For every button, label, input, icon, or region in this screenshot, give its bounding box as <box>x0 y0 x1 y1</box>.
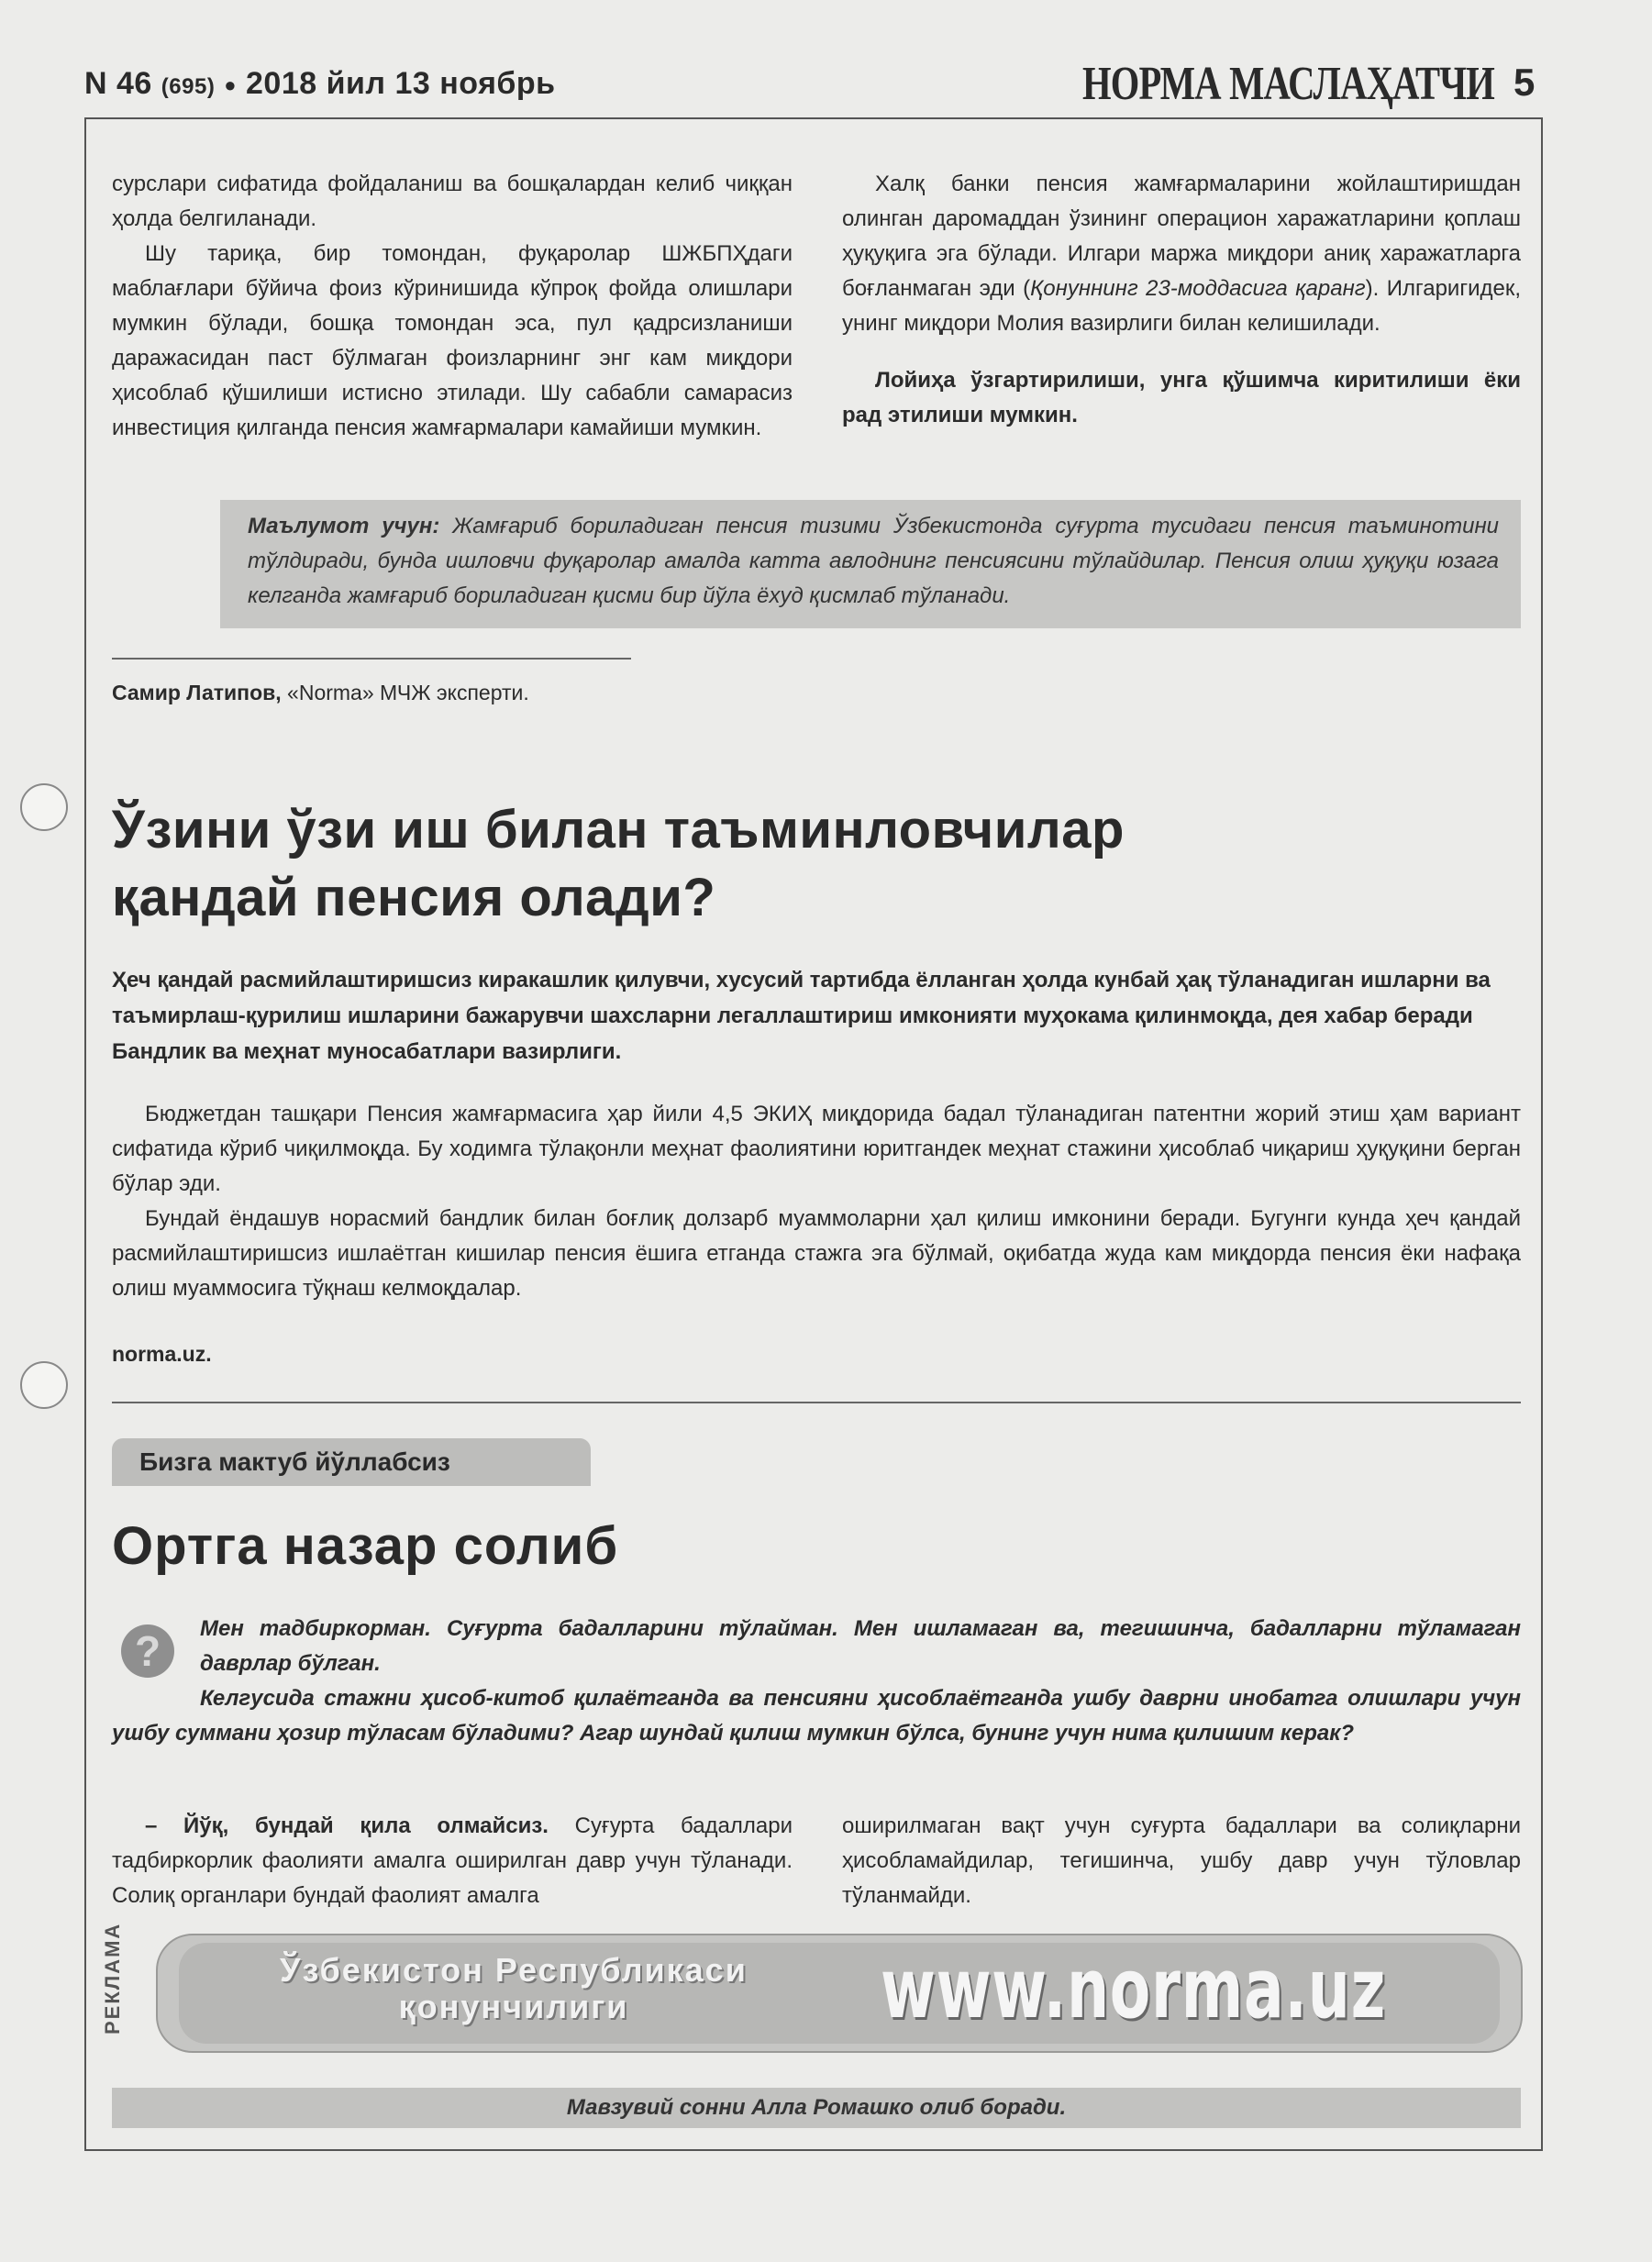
article1-right-p1-end: ). Илгаригидек, унинг миқдори Молия вазирлиги билан келишилади. <box>842 276 1521 336</box>
ad-tagline <box>211 1952 816 2025</box>
question-mark-icon: ? <box>121 1624 174 1678</box>
answer-right-column <box>842 1809 1521 1913</box>
publication-title: НОРМА МАСЛАҲАТЧИ <box>1082 58 1495 110</box>
article2-headline-line2: қандай пенсия олади? <box>112 868 716 927</box>
answer-left-column <box>112 1809 793 1913</box>
issue-label: N 46 <box>84 66 152 101</box>
ad-url-link[interactable]: www.norma.uz <box>881 1941 1387 2037</box>
author-role: «Norma» МЧЖ эксперти. <box>281 681 529 704</box>
editor-note: Мавзувий сонни Алла Ромашко олиб боради. <box>112 2088 1521 2128</box>
article1-left-p1: сурслари сифатида фойдаланиш ва бошқалардан келиб чиққан ҳолда белгиланади. <box>112 172 793 231</box>
info-text: Жамғариб бориладиган пенсия тизими Ўзбекистонда суғурта тусидаги пенсия таъминотини тўлдиради, бунда ишловчи фуқаролар амалда катта авлоднинг пенсиясини тўлайдилар. Пенсия олиш ҳуқуқи юзага келганда жамғариб бориладиган қисми бир йўла ёхуд қисмлаб тўланади. <box>248 514 1499 608</box>
ad-label: РЕКЛАМА <box>101 1922 124 2035</box>
article2-p2: Бундай ёндашув норасмий бандлик билан боғлиқ долзарб муаммоларни ҳал қилиш имконини беради. Бугунги кунда ҳеч қандай расмийлаштиришсиз ишлаётган кишилар пенсия ёшига етганда стажга эга бўлмай, оқибатда жуда кам миқдорда пенсия ёки нафақа олиш муаммосига тўқнаш келмоқдалар. <box>112 1206 1521 1301</box>
page-number: 5 <box>1513 61 1536 104</box>
reader-question <box>112 1612 1521 1751</box>
article2-headline-line1: Ўзини ўзи иш билан таъминловчилар <box>112 800 1125 859</box>
info-label: Маълумот учун: <box>248 514 440 538</box>
issue-sequence: (695) <box>161 74 216 99</box>
binder-hole-top <box>20 783 68 831</box>
author-name: Самир Латипов, <box>112 681 282 704</box>
article1-left-p2: Шу тариқа, бир томондан, фуқаролар ШЖБПҲдаги маблағлари бўйича фоиз кўринишида кўпроқ фойда олишлари мумкин бўлади, бошқа томондан эса, пул қадрсизланиши даражасидан паст бўлмаган фоизларнинг энг кам миқдори ҳисоблаб қўшилиши истисно этилади. Шу сабабли самарасиз инвестиция қилганда пенсия жамғармалари камайиши мумкин. <box>112 241 793 440</box>
answer-lead: – Йўқ, бундай қила олмайсиз. <box>145 1813 549 1838</box>
article1-conclusion: Лойиҳа ўзгартирилиши, унга қўшимча киритилиши ёки рад этилиши мумкин. <box>842 368 1521 427</box>
article2-p1: Бюджетдан ташқари Пенсия жамғармасига ҳар йили 4,5 ЭКИҲ миқдорида бадал тўланадиган патентни жорий этиш ҳам вариант сифатида кўриб чиқилмоқда. Бу ходимга тўлақонли меҳнат фаолиятини юритгандек меҳнат стажини ҳисоблаб чиқариш ҳуқуқини берган бўлар эди. <box>112 1102 1521 1196</box>
author-rule <box>112 658 631 660</box>
rubric-tab: Бизга мактуб йўллабсиз <box>112 1438 591 1486</box>
issue-date: 2018 йил 13 ноябрь <box>246 66 556 101</box>
question-p2: Келгусида стажни ҳисоб-китоб қилаётганда ва пенсияни ҳисоблаётганда ушбу даврни инобатга олишлари учун ушбу суммани ҳозир тўласам бўладими? Агар шундай қилиш мумкин бўлса, бунинг учун нима қилишим керак? <box>112 1686 1521 1746</box>
article2-body <box>112 1097 1521 1306</box>
bullet-separator: ● <box>224 73 238 97</box>
author-credit <box>112 681 529 705</box>
article1-right-column <box>842 167 1521 433</box>
ad-tagline-line2: қонунчилиги <box>398 1988 629 2025</box>
question-p1: Мен тадбиркорман. Суғурта бадалларини тўлайман. Мен ишламаган ва, тегишинча, бадалларни тўламаган даврлар бўлган. <box>200 1616 1521 1676</box>
section-divider <box>112 1402 1521 1403</box>
info-box <box>220 500 1521 628</box>
article2-headline <box>112 796 1125 932</box>
ad-tagline-line1: Ўзбекистон Республикаси <box>280 1951 748 1989</box>
binder-hole-bottom <box>20 1361 68 1409</box>
article2-lead: Ҳеч қандай расмийлаштиришсиз киракашлик қилувчи, хусусий тартибда ёлланган ҳолда кунбай ҳақ тўланадиган ишларни ва таъмирлаш-қурилиш ишларини бажарувчи шахсларни легаллаштириш имконияти муҳокама қилинмоқда, дея хабар беради Бандлик ва меҳнат муносабатлари вазирлиги. <box>112 968 1491 1064</box>
law-reference: Қонуннинг 23-моддасига қаранг <box>1030 276 1366 301</box>
article2-source: norma.uz. <box>112 1342 212 1366</box>
article1-right-p1 <box>842 167 1521 341</box>
article1-right-p1-text: Халқ банки пенсия жамғармаларини жойлаштиришдан олинган даромаддан ўзининг операцион харажатларини қоплаш ҳуқуқига эга бўлади. Илгари маржа миқдори аниқ харажатларга боғланмаган эди ( <box>842 172 1521 301</box>
issue-number <box>84 66 556 102</box>
answer-text-left: Суғурта бадаллари тадбиркорлик фаолияти амалга оширилган давр учун тўланади. Солиқ органлари бундай фаолият амалга <box>112 1813 793 1908</box>
article1-left-column <box>112 167 793 446</box>
article3-headline: Ортга назар солиб <box>112 1516 619 1576</box>
answer-p1 <box>112 1809 793 1913</box>
answer-text-right: оширилмаган вақт учун суғурта бадаллари ва солиқларни ҳисобламайдилар, тегишинча, ушбу давр учун тўловлар тўланмайди. <box>842 1813 1521 1908</box>
